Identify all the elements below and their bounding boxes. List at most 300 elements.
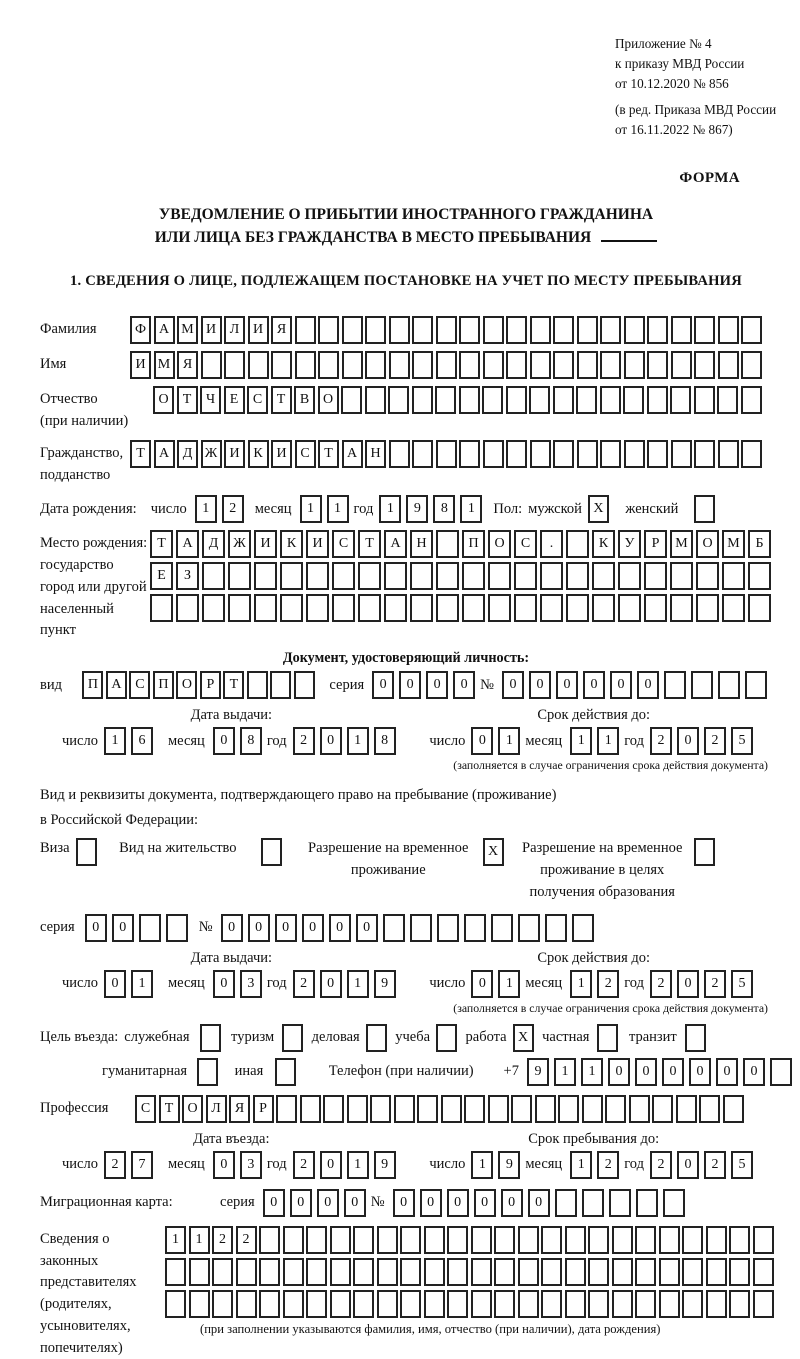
filled-cell: М bbox=[154, 351, 175, 379]
identity-doc-dates bbox=[40, 707, 772, 755]
empty-cell[interactable] bbox=[694, 495, 715, 523]
empty-cell bbox=[236, 1290, 257, 1318]
purpose-work-checkbox[interactable] bbox=[513, 1024, 537, 1052]
empty-cell bbox=[717, 386, 738, 414]
empty-cell bbox=[394, 1095, 415, 1123]
year-label: год bbox=[624, 1156, 644, 1173]
temp-residence-education-checkbox[interactable] bbox=[694, 838, 718, 866]
empty-cell[interactable] bbox=[200, 1024, 221, 1052]
empty-cell bbox=[300, 1095, 321, 1123]
empty-cell bbox=[659, 1226, 680, 1254]
valid-date-group bbox=[429, 950, 758, 998]
empty-cell bbox=[753, 1258, 774, 1286]
filled-cell: Р bbox=[644, 530, 667, 558]
filled-cell: О bbox=[488, 530, 511, 558]
filled-cell: З bbox=[176, 562, 199, 590]
migration-series-boxes bbox=[263, 1189, 371, 1217]
stay-until-group bbox=[429, 1131, 758, 1179]
valid-date-group bbox=[429, 707, 758, 755]
empty-cell bbox=[618, 594, 641, 622]
filled-cell: 9 bbox=[527, 1058, 549, 1086]
temp-residence-checkbox[interactable] bbox=[483, 838, 507, 866]
empty-cell bbox=[377, 1258, 398, 1286]
filled-cell: Л bbox=[224, 316, 245, 344]
filled-cell[interactable]: X bbox=[513, 1024, 534, 1052]
representatives-line-1 bbox=[165, 1226, 776, 1254]
empty-cell bbox=[696, 562, 719, 590]
empty-cell bbox=[483, 440, 504, 468]
filled-cell: К bbox=[592, 530, 615, 558]
filled-cell: 1 bbox=[300, 495, 322, 523]
representatives-line-2 bbox=[165, 1258, 776, 1286]
valid-date-title: Срок действия до: bbox=[537, 949, 651, 966]
empty-cell bbox=[248, 351, 269, 379]
empty-cell bbox=[691, 671, 713, 699]
doc-series-boxes bbox=[372, 671, 480, 699]
empty-cell bbox=[745, 671, 767, 699]
filled-cell: 1 bbox=[554, 1058, 576, 1086]
empty-cell[interactable] bbox=[76, 838, 97, 866]
filled-cell: 6 bbox=[131, 727, 153, 755]
option-residence-permit: Вид на жительство bbox=[119, 837, 284, 866]
empty-cell bbox=[494, 1226, 515, 1254]
birthplace-line-3 bbox=[150, 594, 774, 622]
migration-card-label: Миграционная карта: bbox=[40, 1194, 173, 1211]
month-label: месяц bbox=[167, 732, 205, 749]
month-label: месяц bbox=[525, 1156, 563, 1173]
empty-cell bbox=[663, 1189, 685, 1217]
section1-heading: 1. СВЕДЕНИЯ О ЛИЦЕ, ПОДЛЕЖАЩЕМ ПОСТАНОВКЕ НА УЧЕТ ПО МЕСТУ ПРЕБЫВАНИЯ bbox=[70, 273, 742, 290]
title-blank-underline bbox=[601, 227, 657, 242]
purpose-private-checkbox[interactable] bbox=[597, 1024, 621, 1052]
empty-cell bbox=[441, 1095, 462, 1123]
empty-cell bbox=[166, 914, 188, 942]
filled-cell: А bbox=[176, 530, 199, 558]
empty-cell bbox=[202, 562, 225, 590]
series-label: серия bbox=[220, 1194, 255, 1211]
filled-cell: И bbox=[224, 440, 245, 468]
filled-cell: 1 bbox=[104, 727, 126, 755]
filled-cell: 2 bbox=[597, 970, 619, 998]
filled-cell: 2 bbox=[597, 1151, 619, 1179]
number-label: № bbox=[198, 919, 213, 936]
empty-cell bbox=[483, 351, 504, 379]
empty-cell bbox=[436, 562, 459, 590]
filled-cell: С bbox=[129, 671, 150, 699]
empty-cell bbox=[644, 594, 667, 622]
filled-cell: 0 bbox=[501, 1189, 523, 1217]
empty-cell bbox=[670, 562, 693, 590]
name-boxes bbox=[130, 351, 765, 379]
empty-cell bbox=[729, 1258, 750, 1286]
filled-cell: 8 bbox=[433, 495, 455, 523]
filled-cell: 0 bbox=[635, 1058, 657, 1086]
empty-cell bbox=[682, 1258, 703, 1286]
empty-cell bbox=[294, 671, 315, 699]
filled-cell: 1 bbox=[471, 1151, 493, 1179]
empty-cell[interactable] bbox=[261, 838, 282, 866]
filled-cell: 0 bbox=[104, 970, 126, 998]
empty-cell bbox=[254, 562, 277, 590]
empty-cell[interactable] bbox=[597, 1024, 618, 1052]
filled-cell: С bbox=[295, 440, 316, 468]
filled-cell: Т bbox=[177, 386, 198, 414]
empty-cell bbox=[506, 440, 527, 468]
empty-cell bbox=[577, 440, 598, 468]
filled-cell: 2 bbox=[650, 727, 672, 755]
empty-cell bbox=[694, 386, 715, 414]
empty-cell bbox=[612, 1290, 633, 1318]
empty-cell bbox=[770, 1058, 792, 1086]
empty-cell bbox=[412, 316, 433, 344]
empty-cell bbox=[612, 1226, 633, 1254]
valid-month-boxes bbox=[570, 727, 624, 755]
filled-cell: 2 bbox=[293, 727, 315, 755]
filled-cell: М bbox=[722, 530, 745, 558]
empty-cell bbox=[635, 1226, 656, 1254]
filled-cell: И bbox=[248, 316, 269, 344]
filled-cell: Д bbox=[202, 530, 225, 558]
empty-cell bbox=[270, 671, 291, 699]
filled-cell: 1 bbox=[498, 727, 520, 755]
empty-cell bbox=[341, 386, 362, 414]
empty-cell bbox=[652, 1095, 673, 1123]
appendix-line: Приложение № 4 bbox=[615, 36, 712, 51]
empty-cell bbox=[306, 1258, 327, 1286]
entry-purpose-row-2: гуманитарная иная Телефон (при наличии) +7 9 1 1 0 0 0 0 0 0 bbox=[102, 1058, 772, 1086]
filled-cell: Я bbox=[229, 1095, 250, 1123]
filled-cell: Н bbox=[365, 440, 386, 468]
empty-cell bbox=[729, 1290, 750, 1318]
filled-cell: 2 bbox=[104, 1151, 126, 1179]
filled-cell: 0 bbox=[320, 970, 342, 998]
arrival-month-boxes bbox=[213, 1151, 267, 1179]
empty-cell bbox=[659, 1290, 680, 1318]
filled-cell: В bbox=[294, 386, 315, 414]
empty-cell bbox=[417, 1095, 438, 1123]
empty-cell bbox=[165, 1258, 186, 1286]
filled-cell: 0 bbox=[637, 671, 659, 699]
gender-male-label: мужской bbox=[528, 500, 582, 517]
empty-cell bbox=[670, 594, 693, 622]
empty-cell bbox=[462, 562, 485, 590]
empty-cell bbox=[365, 316, 386, 344]
empty-cell bbox=[459, 386, 480, 414]
gender-female-checkbox[interactable] bbox=[694, 495, 718, 523]
filled-cell: 0 bbox=[426, 671, 448, 699]
filled-cell: 0 bbox=[344, 1189, 366, 1217]
empty-cell bbox=[323, 1095, 344, 1123]
year-label: год bbox=[266, 1156, 287, 1173]
phone-label: Телефон (при наличии) bbox=[328, 1063, 474, 1080]
filled-cell: Т bbox=[318, 440, 339, 468]
empty-cell bbox=[280, 594, 303, 622]
issue-day-boxes bbox=[104, 727, 158, 755]
empty-cell bbox=[353, 1290, 374, 1318]
gender-male-checkbox[interactable] bbox=[588, 495, 612, 523]
filled-cell: О bbox=[696, 530, 719, 558]
residence-doc-options bbox=[40, 837, 772, 904]
doc-kind-boxes bbox=[82, 671, 317, 699]
empty-cell bbox=[447, 1290, 468, 1318]
filled-cell: 0 bbox=[528, 1189, 550, 1217]
empty-cell bbox=[436, 351, 457, 379]
year-label: год bbox=[266, 732, 287, 749]
entry-purpose-label: Цель въезда: bbox=[40, 1029, 119, 1046]
entry-purpose-row-1: Цель въезда: служебная туризм деловая учеба работа X частная транзит bbox=[40, 1024, 772, 1052]
empty-cell bbox=[212, 1290, 233, 1318]
filled-cell: Т bbox=[223, 671, 244, 699]
empty-cell bbox=[436, 530, 459, 558]
empty-cell[interactable] bbox=[275, 1058, 296, 1086]
purpose-humanitarian-checkbox[interactable] bbox=[197, 1058, 221, 1086]
filled-cell: 0 bbox=[608, 1058, 630, 1086]
appendix-line: от 10.12.2020 № 856 bbox=[615, 75, 729, 91]
residence-series-boxes bbox=[85, 914, 193, 942]
empty-cell bbox=[491, 914, 513, 942]
empty-cell bbox=[224, 351, 245, 379]
filled-cell: О bbox=[318, 386, 339, 414]
filled-cell: 0 bbox=[662, 1058, 684, 1086]
patronymic-label: Отчество (при наличии) bbox=[40, 391, 129, 430]
purpose-other-checkbox[interactable] bbox=[275, 1058, 299, 1086]
filled-cell: 1 bbox=[570, 1151, 592, 1179]
filled-cell: 5 bbox=[731, 970, 753, 998]
filled-cell: 1 bbox=[347, 727, 369, 755]
empty-cell bbox=[506, 316, 527, 344]
filled-cell: 1 bbox=[189, 1226, 210, 1254]
empty-cell[interactable] bbox=[366, 1024, 387, 1052]
empty-cell bbox=[462, 594, 485, 622]
empty-cell bbox=[671, 351, 692, 379]
filled-cell: П bbox=[153, 671, 174, 699]
representatives-line-3 bbox=[165, 1290, 776, 1318]
empty-cell[interactable] bbox=[694, 838, 715, 866]
empty-cell bbox=[464, 914, 486, 942]
gender-label: Пол: bbox=[493, 500, 523, 517]
filled-cell: 0 bbox=[583, 671, 605, 699]
empty-cell bbox=[676, 1095, 697, 1123]
filled-cell: А bbox=[342, 440, 363, 468]
filled-cell: 5 bbox=[731, 727, 753, 755]
empty-cell bbox=[565, 1290, 586, 1318]
series-label: серия bbox=[329, 676, 365, 693]
empty-cell bbox=[682, 1290, 703, 1318]
empty-cell bbox=[541, 1226, 562, 1254]
empty-cell bbox=[259, 1258, 280, 1286]
filled-cell: 0 bbox=[263, 1189, 285, 1217]
revision-line: от 16.11.2022 № 867) bbox=[615, 122, 733, 138]
empty-cell bbox=[276, 1095, 297, 1123]
empty-cell bbox=[471, 1258, 492, 1286]
empty-cell bbox=[389, 440, 410, 468]
validity-note: (заполняется в случае ограничения срока действия документа) bbox=[453, 758, 768, 773]
purpose-business-checkbox[interactable] bbox=[366, 1024, 390, 1052]
empty-cell bbox=[318, 316, 339, 344]
empty-cell bbox=[384, 562, 407, 590]
empty-cell bbox=[694, 440, 715, 468]
filled-cell: 2 bbox=[704, 1151, 726, 1179]
citizenship-row bbox=[40, 440, 772, 487]
filled-cell: 0 bbox=[677, 970, 699, 998]
filled-cell: 0 bbox=[677, 727, 699, 755]
issue-year-boxes bbox=[293, 970, 401, 998]
empty-cell bbox=[718, 351, 739, 379]
birth-year-boxes bbox=[379, 495, 487, 523]
empty-cell bbox=[400, 1226, 421, 1254]
empty-cell bbox=[553, 386, 574, 414]
empty-cell bbox=[139, 914, 161, 942]
empty-cell bbox=[165, 1290, 186, 1318]
empty-cell bbox=[694, 316, 715, 344]
filled-cell: И bbox=[130, 351, 151, 379]
empty-cell bbox=[518, 1258, 539, 1286]
filled-cell: Ф bbox=[130, 316, 151, 344]
empty-cell bbox=[365, 386, 386, 414]
purpose-transit-checkbox[interactable] bbox=[685, 1024, 709, 1052]
filled-cell: 0 bbox=[372, 671, 394, 699]
empty-cell bbox=[295, 316, 316, 344]
empty-cell[interactable] bbox=[197, 1058, 218, 1086]
filled-cell: С bbox=[135, 1095, 156, 1123]
empty-cell bbox=[424, 1226, 445, 1254]
empty-cell bbox=[696, 594, 719, 622]
filled-cell[interactable]: X bbox=[483, 838, 504, 866]
empty-cell[interactable] bbox=[282, 1024, 303, 1052]
empty-cell bbox=[722, 562, 745, 590]
empty-cell bbox=[353, 1258, 374, 1286]
purpose-official-checkbox[interactable] bbox=[200, 1024, 224, 1052]
empty-cell bbox=[295, 351, 316, 379]
empty-cell bbox=[389, 351, 410, 379]
filled-cell: 3 bbox=[240, 970, 262, 998]
filled-cell: 0 bbox=[399, 671, 421, 699]
empty-cell bbox=[718, 671, 740, 699]
filled-cell: 2 bbox=[293, 1151, 315, 1179]
validity-note: (заполняется в случае ограничения срока действия документа) bbox=[453, 1000, 768, 1015]
empty-cell bbox=[600, 386, 621, 414]
empty-cell bbox=[283, 1226, 304, 1254]
empty-cell bbox=[332, 594, 355, 622]
filled-cell: 1 bbox=[195, 495, 217, 523]
empty-cell bbox=[555, 1189, 577, 1217]
empty-cell bbox=[741, 351, 762, 379]
birthplace-boxes bbox=[150, 530, 774, 626]
empty-cell bbox=[330, 1226, 351, 1254]
empty-cell bbox=[358, 562, 381, 590]
filled-cell: Т bbox=[150, 530, 173, 558]
purpose-tourism-checkbox[interactable] bbox=[282, 1024, 306, 1052]
empty-cell bbox=[530, 351, 551, 379]
empty-cell bbox=[592, 562, 615, 590]
empty-cell bbox=[271, 351, 292, 379]
empty-cell bbox=[259, 1290, 280, 1318]
empty-cell bbox=[506, 386, 527, 414]
filled-cell: 2 bbox=[222, 495, 244, 523]
empty-cell bbox=[389, 316, 410, 344]
filled-cell: Т bbox=[358, 530, 381, 558]
empty-cell bbox=[682, 1226, 703, 1254]
empty-cell bbox=[283, 1258, 304, 1286]
day-label: число bbox=[62, 975, 98, 992]
filled-cell: А bbox=[106, 671, 127, 699]
empty-cell bbox=[577, 351, 598, 379]
identity-doc-heading: Документ, удостоверяющий личность: bbox=[282, 650, 530, 667]
filled-cell: 0 bbox=[529, 671, 551, 699]
empty-cell bbox=[464, 1095, 485, 1123]
filled-cell: Р bbox=[253, 1095, 274, 1123]
empty-cell bbox=[540, 562, 563, 590]
empty-cell bbox=[729, 1226, 750, 1254]
filled-cell: Я bbox=[177, 351, 198, 379]
filled-cell: 0 bbox=[85, 914, 107, 942]
empty-cell bbox=[383, 914, 405, 942]
filled-cell: И bbox=[306, 530, 329, 558]
valid-day-boxes bbox=[471, 727, 525, 755]
filled-cell: 0 bbox=[302, 914, 324, 942]
filled-cell: 1 bbox=[597, 727, 619, 755]
filled-cell: 9 bbox=[498, 1151, 520, 1179]
empty-cell bbox=[212, 1258, 233, 1286]
empty-cell bbox=[748, 594, 771, 622]
empty-cell[interactable] bbox=[436, 1024, 457, 1052]
filled-cell: 0 bbox=[112, 914, 134, 942]
visa-checkbox[interactable] bbox=[76, 838, 100, 866]
filled-cell: 0 bbox=[447, 1189, 469, 1217]
empty-cell bbox=[624, 351, 645, 379]
empty-cell bbox=[306, 1226, 327, 1254]
empty-cell bbox=[529, 386, 550, 414]
issue-day-boxes bbox=[104, 970, 158, 998]
birthdate-label: Дата рождения: bbox=[40, 500, 137, 517]
filled-cell: 1 bbox=[570, 727, 592, 755]
filled-cell[interactable]: X bbox=[588, 495, 609, 523]
filled-cell: 2 bbox=[704, 727, 726, 755]
day-label: число bbox=[150, 500, 187, 517]
filled-cell: П bbox=[82, 671, 103, 699]
empty-cell bbox=[410, 594, 433, 622]
empty-cell bbox=[671, 440, 692, 468]
profession-row bbox=[40, 1095, 772, 1123]
month-label: месяц bbox=[254, 500, 292, 517]
filled-cell: 0 bbox=[502, 671, 524, 699]
filled-cell: А bbox=[154, 440, 175, 468]
number-label: № bbox=[480, 676, 494, 693]
series-label: серия bbox=[40, 919, 75, 936]
filled-cell: 1 bbox=[570, 970, 592, 998]
surname-label: Фамилия bbox=[40, 321, 97, 338]
residence-permit-checkbox[interactable] bbox=[261, 838, 285, 866]
empty-cell bbox=[400, 1258, 421, 1286]
title-line-2: ИЛИ ЛИЦА БЕЗ ГРАЖДАНСТВА В МЕСТО ПРЕБЫВАНИЯ bbox=[154, 229, 592, 247]
empty-cell bbox=[609, 1189, 631, 1217]
empty-cell bbox=[306, 594, 329, 622]
filled-cell: С bbox=[514, 530, 537, 558]
profession-boxes bbox=[135, 1095, 746, 1123]
filled-cell: 0 bbox=[471, 970, 493, 998]
empty-cell bbox=[330, 1258, 351, 1286]
empty-cell[interactable] bbox=[685, 1024, 706, 1052]
filled-cell: 8 bbox=[374, 727, 396, 755]
purpose-study-checkbox[interactable] bbox=[436, 1024, 460, 1052]
empty-cell bbox=[189, 1258, 210, 1286]
filled-cell: 9 bbox=[374, 970, 396, 998]
filled-cell: Ч bbox=[200, 386, 221, 414]
surname-boxes bbox=[130, 316, 765, 344]
empty-cell bbox=[540, 594, 563, 622]
filled-cell: 0 bbox=[677, 1151, 699, 1179]
empty-cell bbox=[437, 914, 459, 942]
